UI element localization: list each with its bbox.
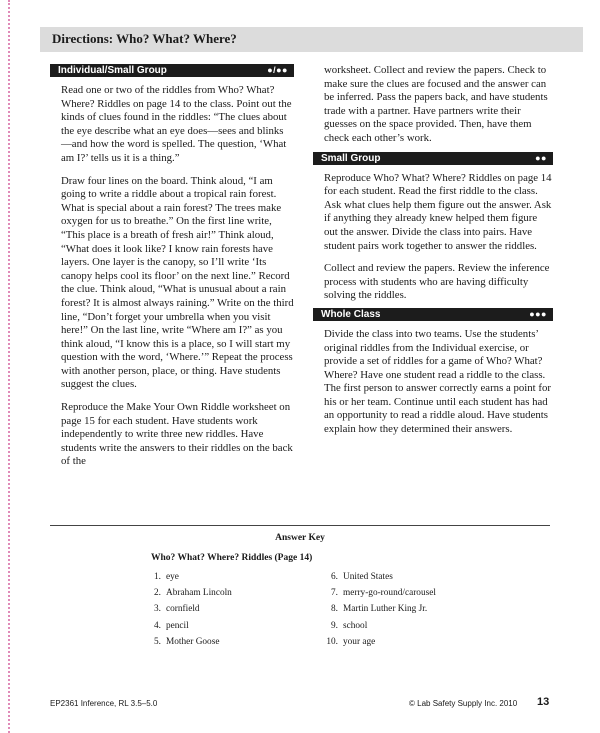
group-size-dots-icon: ●/●● (267, 65, 288, 75)
answer-list-right (320, 569, 436, 650)
paragraph: Reproduce the Make Your Own Riddle worksheet on page 15 for each student. Have students work independently to write three new riddles. Have students write the answers to their riddles on the back of the (61, 401, 293, 468)
section-header-small-group (313, 152, 553, 165)
answer-number: 1. (154, 572, 161, 582)
answer-item (148, 618, 232, 634)
answer-number: 10. (326, 636, 338, 647)
margin-guide-line (8, 0, 10, 733)
answer-item (320, 585, 436, 601)
answer-text: school (343, 620, 368, 631)
page-number: 13 (537, 696, 550, 708)
section-header-whole-class (313, 308, 553, 321)
answer-key-subtitle: Who? What? Where? Riddles (Page 14) (151, 553, 313, 563)
section-title: Whole Class (321, 308, 381, 320)
answer-key-divider (50, 525, 550, 526)
answer-text: your age (343, 636, 376, 647)
group-size-dots-icon: ●●● (529, 308, 547, 319)
answer-number: 6. (331, 572, 338, 582)
answer-key-title: Answer Key (275, 533, 325, 543)
answer-text: Mother Goose (166, 636, 220, 647)
answer-item (320, 618, 436, 634)
group-size-dots-icon: ●● (535, 152, 547, 163)
answer-item (148, 585, 232, 601)
answer-number: 3. (154, 604, 161, 615)
answer-item (148, 569, 232, 585)
answer-text: Abraham Lincoln (166, 588, 232, 599)
answer-list-left (148, 569, 232, 650)
answer-item (148, 601, 232, 617)
answer-number: 7. (331, 588, 338, 599)
section-header-individual (50, 64, 294, 77)
page-title: Directions: Who? What? Where? (52, 31, 237, 46)
directions-header-bar (40, 27, 583, 52)
answer-text: pencil (166, 620, 189, 631)
paragraph: Reproduce Who? What? Where? Riddles on page 14 for each student. Read the first riddle to the class. Ask what clues help them figure out the answer. Ask if anything they already knew helped them figure out the answer. Divide the class into pairs. Have student pairs work together to answer the riddles. (324, 171, 552, 252)
answer-item (320, 569, 436, 585)
answer-text: merry-go-round/carousel (343, 588, 436, 599)
answer-text: cornfield (166, 604, 200, 615)
answer-text: United States (343, 572, 393, 582)
section-title: Small Group (321, 152, 381, 164)
answer-number: 9. (331, 620, 338, 631)
paragraph: Draw four lines on the board. Think aloud, “I am going to write a riddle about a tropical rain forest. What is special about a rain forest? The trees make oxygen for us to breathe.” On the first line write, “This place is a breath of fresh air!” Think aloud, “What does it look like? I know rain forests have layers. One layer is the canopy, so I’ll write ‘Its canopy helps cool its floor’ on the next line.” Record the clue. Think aloud, “What is unusual about a rain forest? It is almost always raining.” Write on the third line, “Don’t forget your umbrella when you visit here!” On the last line, write “Where am I?” as you think aloud, “I know this is a place, so I will start my question with the word, ‘Where.’” Repeat the process with another person, place, or thing. Have students suggest the clues. (61, 174, 294, 391)
right-column (313, 64, 553, 437)
paragraph: Divide the class into two teams. Use the students’ original riddles from the Individual exercise, or provide a set of riddles for a game of Who? What? Where? Have one student read a riddle to the class. The first person to answer correctly earns a point for his or her team. Continue until each student has had an opportunity to read a riddle aloud. Have students explain how they determined their answers. (324, 327, 551, 436)
answer-text: eye (166, 572, 179, 582)
answer-item (320, 601, 436, 617)
answer-item (148, 634, 232, 650)
paragraph: Read one or two of the riddles from Who? What? Where? Riddles on page 14 to the class. Point out the kinds of clues found in the riddles: “The clues about the eye describe what an eye does—sees and blinks—and how the word is spelled. The question, ‘What am I?’ tells us it is a thing.” (61, 84, 292, 164)
section-title: Individual/Small Group (58, 65, 167, 76)
answer-number: 5. (154, 636, 161, 647)
left-column (50, 64, 294, 469)
answer-number: 4. (154, 620, 161, 631)
footer-copyright: © Lab Safety Supply Inc. 2010 (409, 699, 518, 708)
answer-item (320, 634, 436, 650)
footer-product-code: EP2361 Inference, RL 3.5–5.0 (50, 699, 158, 708)
answer-text: Martin Luther King Jr. (343, 604, 428, 615)
paragraph-continued: worksheet. Collect and review the papers. Check to make sure the clues are focused and the answer can be inferred. Pass the papers back, and have students trade with a partner. Have partners write their guesses on the space provided. Then, have them check each other’s work. (324, 64, 548, 144)
answer-number: 8. (331, 604, 338, 615)
paragraph: Collect and review the papers. Review the inference process with students who are having difficulty solving the riddles. (324, 262, 550, 302)
answer-number: 2. (154, 588, 161, 599)
